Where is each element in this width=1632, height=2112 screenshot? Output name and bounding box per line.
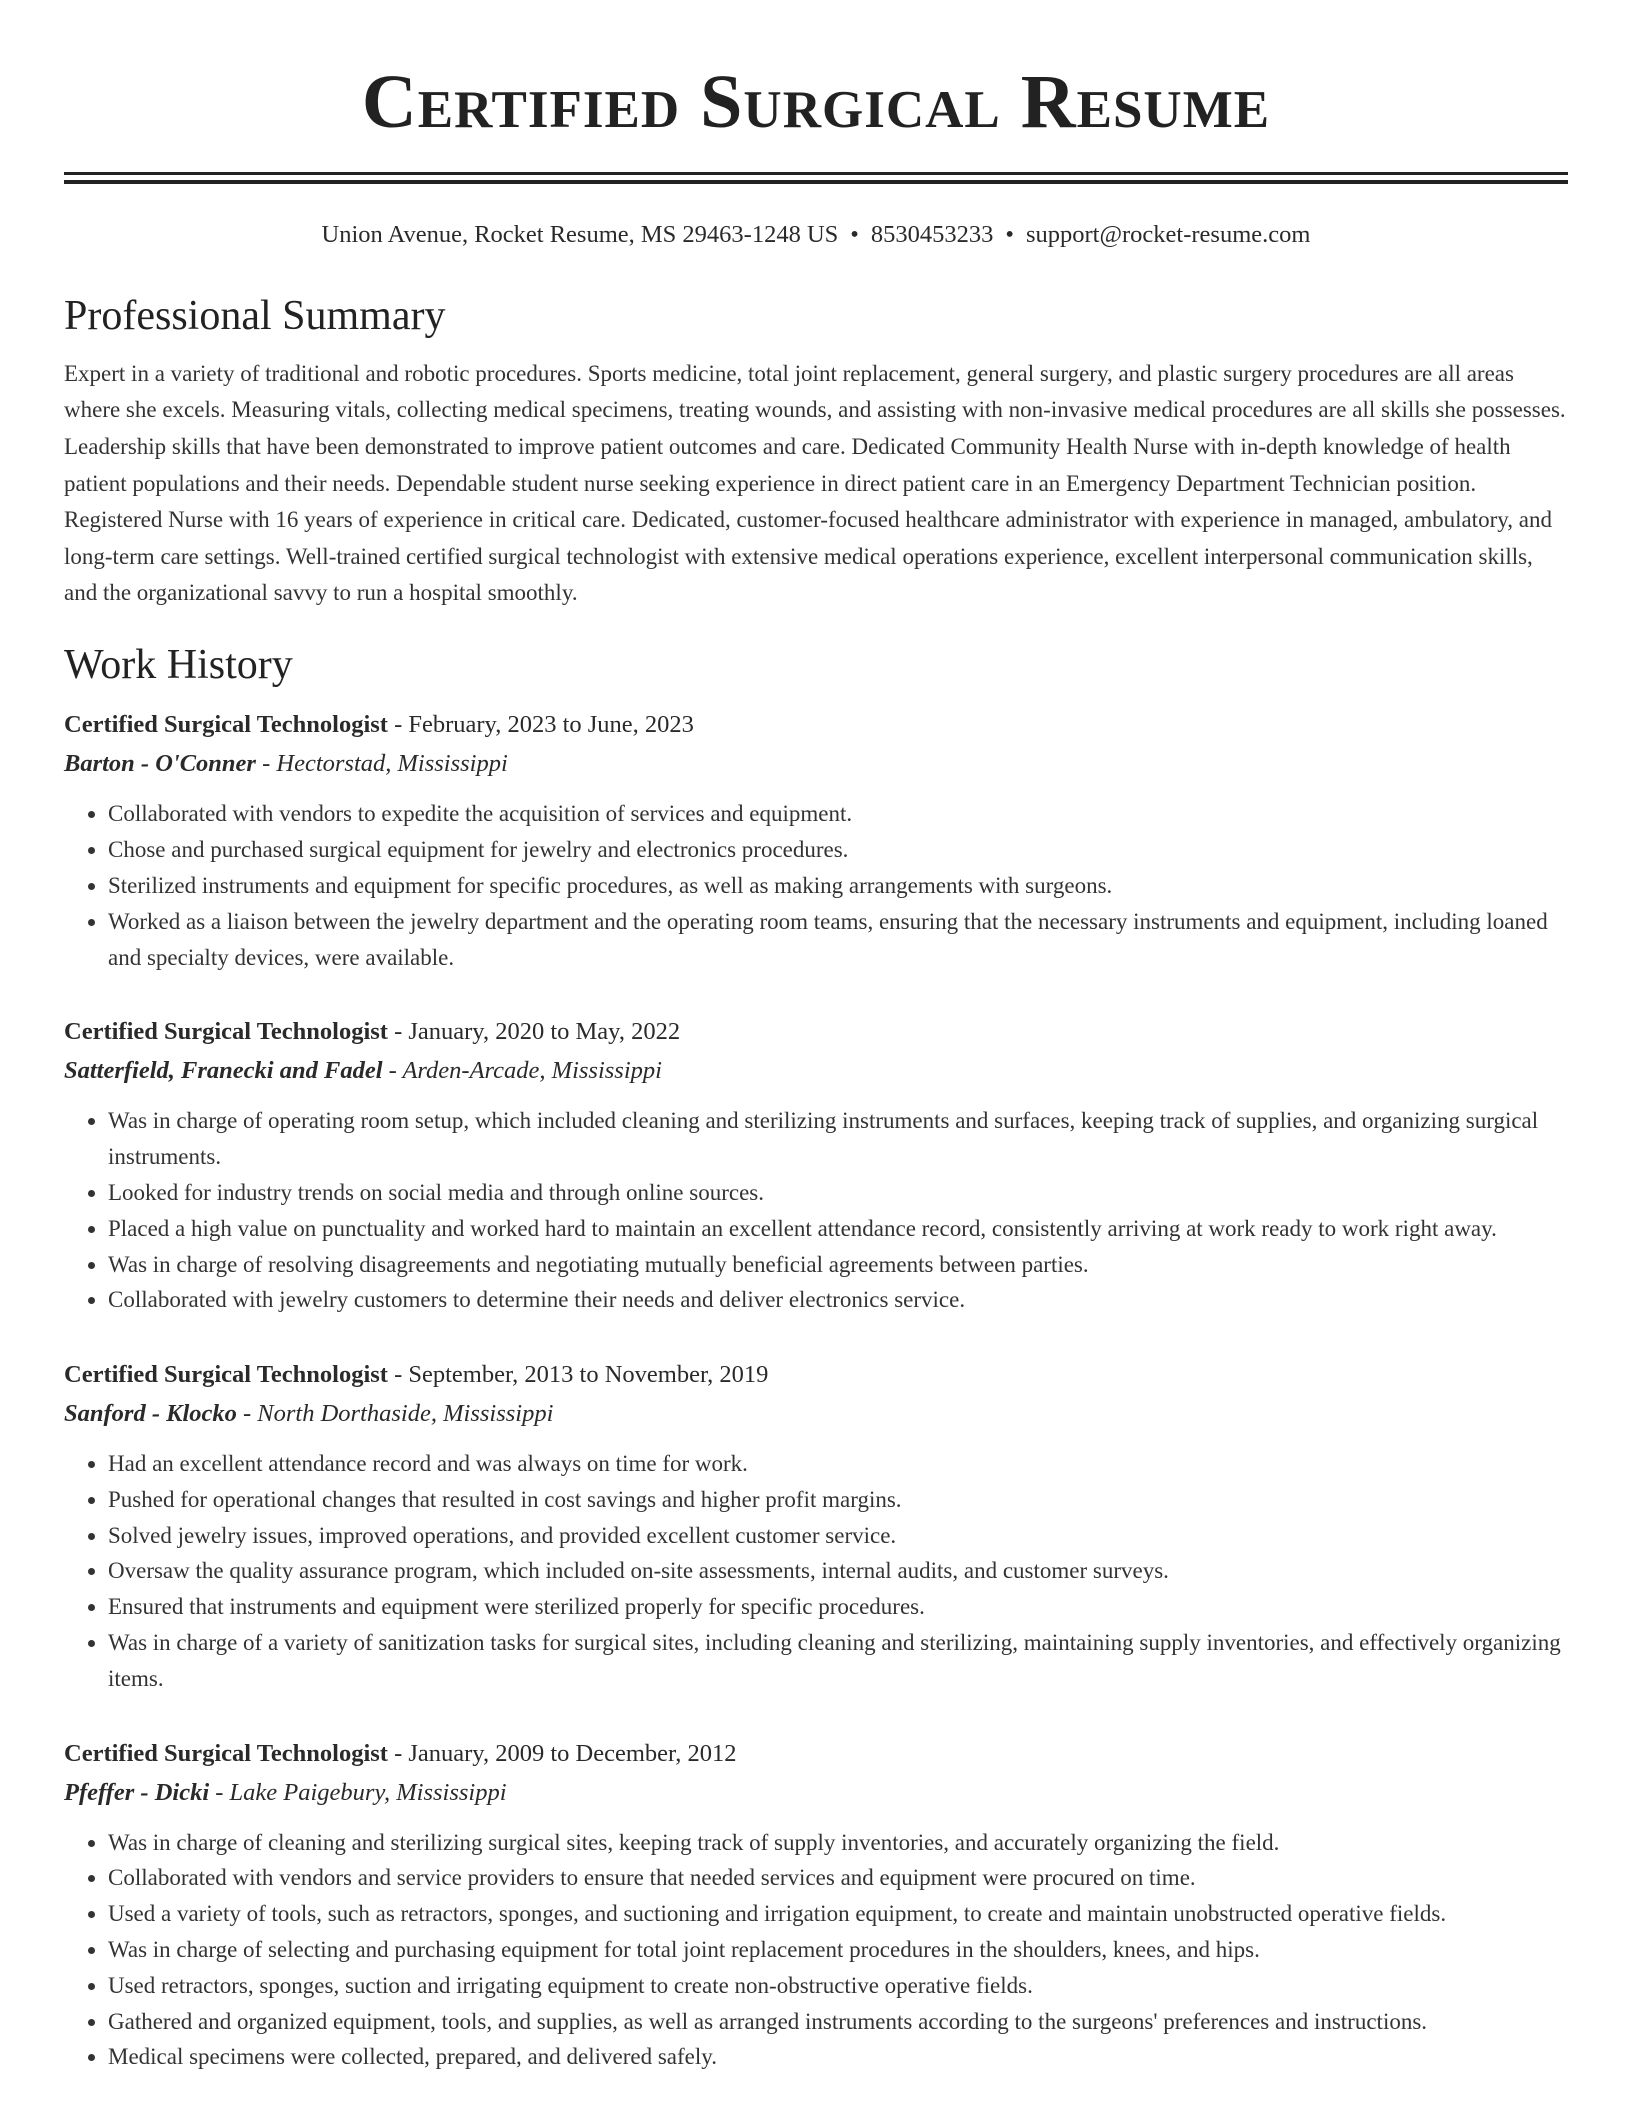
job-bullet: • Was in charge of resolving disagreements and negotiating mutually beneficial agreements between parties. [108, 1247, 1568, 1283]
job-dates: - January, 2020 to May, 2022 [387, 1018, 681, 1046]
job-bullet: • Collaborated with vendors and service providers to ensure that needed services and equipment were procured on time. [108, 1860, 1568, 1896]
job-bullet: • Used a variety of tools, such as retractors, sponges, and suctioning and irrigation equipment, to create and maintain unobstructed operative fields. [108, 1896, 1568, 1932]
job-company: Barton - O'Conner [64, 750, 256, 778]
job-bullet: • Looked for industry trends on social media and through online sources. [108, 1175, 1568, 1211]
job-entry [64, 1735, 1568, 2076]
job-bullets [64, 1825, 1568, 2076]
job-location: - Arden-Arcade, Mississippi [382, 1057, 662, 1085]
job-location: - North Dorthaside, Mississippi [236, 1400, 554, 1428]
job-company-line [64, 1051, 1568, 1090]
work-history-list [64, 706, 1568, 2075]
job-title: Certified Surgical Technologist [64, 1739, 388, 1767]
job-bullet: • Used retractors, sponges, suction and irrigating equipment to create non-obstructive operative fields. [108, 1968, 1568, 2004]
title-divider-top [64, 172, 1568, 175]
job-title-line [64, 1356, 1568, 1394]
contact-email: support@rocket-resume.com [1025, 221, 1311, 248]
job-bullet: • Pushed for operational changes that resulted in cost savings and higher profit margins. [108, 1482, 1568, 1518]
job-bullet: • Had an excellent attendance record and was always on time for work. [108, 1446, 1568, 1482]
job-entry [64, 706, 1568, 975]
resume-page [64, 0, 1568, 2075]
summary-text: Expert in a variety of traditional and robotic procedures. Sports medicine, total joint replacement, general surgery, and plastic surgery procedures are all areas where she excels. Measuring vitals, collecting medical specimens, treating wounds, and assisting with non-invasive medical procedures are all skills she possesses. Leadership skills that have been demonstrated to improve patient outcomes and care. Dedicated Community Health Nurse with in-depth knowledge of health patient populations and their needs. Dependable student nurse seeking experience in direct patient care in an Emergency Department Technician position. Registered Nurse with 16 years of experience in critical care. Dedicated, customer-focused healthcare administrator with experience in managed, ambulatory, and long-term care settings. Well-trained certified surgical technologist with extensive medical operations experience, excellent interpersonal communication skills, and the organizational savvy to run a hospital smoothly. [64, 360, 1566, 606]
job-bullet: • Collaborated with jewelry customers to determine their needs and deliver electronics service. [108, 1282, 1568, 1318]
contact-separator: • [1005, 221, 1014, 248]
job-title-line [64, 1735, 1568, 1773]
job-bullet: • Ensured that instruments and equipment were sterilized properly for specific procedures. [108, 1589, 1568, 1625]
job-bullet: • Was in charge of selecting and purchasing equipment for total joint replacement procedures in the shoulders, knees, and hips. [108, 1932, 1568, 1968]
job-bullet: • Oversaw the quality assurance program, which included on-site assessments, internal audits, and customer surveys. [108, 1553, 1568, 1589]
job-bullet: • Sterilized instruments and equipment for specific procedures, as well as making arrangements with surgeons. [108, 868, 1568, 904]
work-history-heading: Work History [64, 641, 293, 688]
job-bullet: • Placed a high value on punctuality and worked hard to maintain an excellent attendance record, consistently arriving at work ready to work right away. [108, 1211, 1568, 1247]
job-title: Certified Surgical Technologist [64, 711, 388, 739]
contact-address: Union Avenue, Rocket Resume, MS 29463-1248 US [321, 221, 839, 248]
title-divider-bottom [64, 180, 1568, 184]
job-bullet: • Worked as a liaison between the jewelry department and the operating room teams, ensuring that the necessary instruments and equipment, including loaned and specialty devices, were available. [108, 904, 1568, 976]
job-company: Pfeffer - Dicki [64, 1778, 210, 1806]
job-dates: - January, 2009 to December, 2012 [387, 1739, 737, 1767]
contact-phone: 8530453233 [870, 221, 994, 248]
job-location: - Hectorstad, Mississippi [255, 750, 508, 778]
job-bullets [64, 1103, 1568, 1318]
job-company-line [64, 1394, 1568, 1433]
job-title: Certified Surgical Technologist [64, 1361, 388, 1389]
summary-heading: Professional Summary [64, 293, 446, 340]
job-company-line [64, 744, 1568, 783]
job-bullet: • Gathered and organized equipment, tools, and supplies, as well as arranged instruments according to the surgeons' preferences and instructions. [108, 2004, 1568, 2040]
job-bullet: • Collaborated with vendors to expedite the acquisition of services and equipment. [108, 796, 1568, 832]
contact-separator: • [850, 221, 859, 248]
job-bullet: • Was in charge of operating room setup, which included cleaning and sterilizing instruments and surfaces, keeping track of supplies, and organizing surgical instruments. [108, 1103, 1568, 1175]
job-bullet: • Medical specimens were collected, prepared, and delivered safely. [108, 2039, 1568, 2075]
job-location: - Lake Paigebury, Mississippi [209, 1778, 507, 1806]
job-bullets [64, 1446, 1568, 1697]
job-title: Certified Surgical Technologist [64, 1018, 388, 1046]
job-company: Sanford - Klocko [64, 1400, 237, 1428]
resume-title: Certified Surgical Resume [361, 60, 1271, 144]
job-dates: - September, 2013 to November, 2019 [387, 1361, 769, 1389]
job-bullet: • Was in charge of a variety of sanitization tasks for surgical sites, including cleaning and sterilizing, maintaining supply inventories, and effectively organizing items. [108, 1625, 1568, 1697]
job-dates: - February, 2023 to June, 2023 [387, 711, 694, 739]
job-title-line [64, 706, 1568, 744]
job-entry [64, 1013, 1568, 1318]
job-entry [64, 1356, 1568, 1697]
job-bullet: • Solved jewelry issues, improved operations, and provided excellent customer service. [108, 1518, 1568, 1554]
job-bullet: • Chose and purchased surgical equipment for jewelry and electronics procedures. [108, 832, 1568, 868]
job-company-line [64, 1773, 1568, 1812]
job-title-line [64, 1013, 1568, 1051]
job-bullets [64, 796, 1568, 975]
contact-line [64, 220, 1568, 249]
job-company: Satterfield, Franecki and Fadel [64, 1057, 383, 1085]
job-bullet: • Was in charge of cleaning and sterilizing surgical sites, keeping track of supply inventories, and accurately organizing the field. [108, 1825, 1568, 1861]
